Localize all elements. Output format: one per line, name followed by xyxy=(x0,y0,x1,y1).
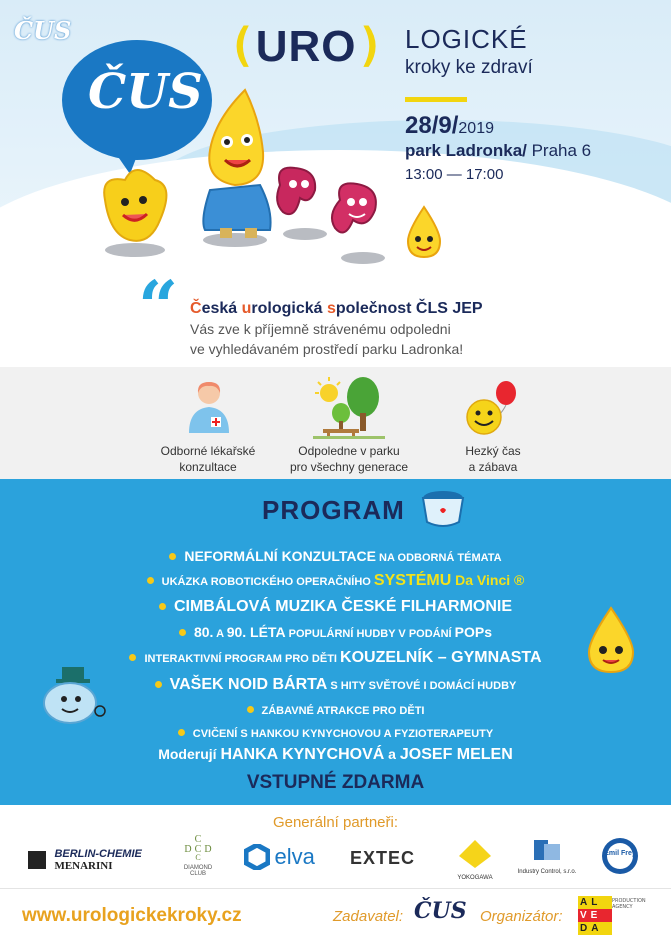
moderator-2: JOSEF MELEN xyxy=(399,746,513,763)
bladder-character-icon xyxy=(40,665,110,725)
feature-fun xyxy=(418,443,568,475)
program-free-entry xyxy=(0,772,671,794)
item-4-c: 90. LÉTA xyxy=(226,624,286,640)
heading-letter-c: Č xyxy=(190,300,202,317)
berlin-chemie-text: BERLIN-CHEMIE xyxy=(54,848,142,860)
heading-letter-s: s xyxy=(326,300,336,317)
heading-part-3: polečnost ČLS JEP xyxy=(335,300,483,317)
diamond-text: DIAMOND xyxy=(183,865,213,871)
item-4-b: A xyxy=(213,628,227,640)
bullet-dot xyxy=(147,577,154,584)
item-4-d: POPULÁRNÍ HUDBY V PODÁNÍ xyxy=(285,628,455,640)
berlin-chemie-mark-icon xyxy=(28,851,46,869)
item-6-a: VAŠEK NOID BÁRTA xyxy=(169,676,328,693)
partners-title: Generální partneři: xyxy=(272,814,399,831)
bullet-dot xyxy=(155,681,162,688)
extec-logo: EXTEC xyxy=(350,848,416,868)
industry-control-text: Industry Control, s.r.o. xyxy=(517,869,577,875)
industry-control-logo xyxy=(512,836,582,875)
industry-control-mark-icon xyxy=(530,836,564,864)
bullet-dot xyxy=(178,729,185,736)
organizator-label: Organizátor: xyxy=(480,908,563,925)
elva-logo xyxy=(244,844,315,870)
emil-frey-logo xyxy=(600,836,640,881)
program-title: PROGRAM xyxy=(262,495,405,525)
mascot-characters-icon xyxy=(95,80,425,270)
small-drop-character-icon xyxy=(404,205,444,260)
feature-park-l2: pro všechny generace xyxy=(289,460,409,474)
heading-part-1: eská xyxy=(201,300,242,317)
cup-character-icon xyxy=(418,488,468,528)
svg-text:C: C xyxy=(195,853,201,860)
title-logicke: LOGICKÉ xyxy=(405,24,528,54)
svg-text:D: D xyxy=(184,844,192,855)
park-icon xyxy=(313,375,385,439)
intro-line-1: Vás zve k příjemně strávenému odpoledni xyxy=(190,321,451,337)
intro-text xyxy=(190,300,483,358)
bullet-dot xyxy=(179,629,186,636)
event-title xyxy=(228,18,384,72)
emil-frey-text: Emil Frey xyxy=(604,850,636,857)
title-uro: URO xyxy=(255,22,357,71)
alveda-logo xyxy=(578,896,612,935)
item-3-a: CIMBÁLOVÁ MUZIKA ČESKÉ FILHARMONIE xyxy=(173,598,513,615)
item-2-b: SYSTÉMU xyxy=(373,572,452,589)
elva-text: elva xyxy=(274,844,315,869)
item-4-a: 80. xyxy=(193,624,214,640)
yokogawa-mark-icon xyxy=(457,838,493,870)
free-entry-text: VSTUPNÉ ZDARMA xyxy=(246,772,425,793)
item-2-c: Da Vinci ® xyxy=(451,572,525,588)
program-moderators xyxy=(0,746,671,764)
alveda-row-3: DA xyxy=(578,922,612,935)
bullet-dot xyxy=(159,603,166,610)
alveda-row-1: AL xyxy=(578,896,612,909)
footer-divider xyxy=(0,888,671,889)
program-item-8 xyxy=(0,724,671,742)
feature-fun-l1: Hezký čas xyxy=(465,444,521,458)
menarini-text: MENARINI xyxy=(54,860,113,872)
berlin-chemie-logo xyxy=(28,848,142,872)
program-item-3 xyxy=(0,598,671,616)
bracket-close: ) xyxy=(356,18,385,72)
zadavatel-label: Zadavatel: xyxy=(333,908,404,925)
alveda-caption: PRODUCTION AGENCY xyxy=(612,898,646,910)
feature-consultation-l2: konzultace xyxy=(179,460,237,474)
item-8-a: CVIČENÍ S HANKOU KYNYCHOVOU A FYZIOTERAPEUTY xyxy=(192,728,494,740)
smiley-balloon-icon xyxy=(460,377,524,437)
event-place xyxy=(405,141,591,161)
quote-mark: “ xyxy=(138,265,179,348)
feature-consultation-l1: Odborné lékařské xyxy=(160,444,256,458)
program-item-2 xyxy=(0,572,671,590)
intro-line-2: ve vyhledávaném prostředí parku Ladronka! xyxy=(190,341,464,357)
elva-mark-icon xyxy=(244,844,270,870)
yokogawa-logo xyxy=(452,838,498,881)
event-subtitle xyxy=(405,24,533,79)
feature-park-l1: Odpoledne v parku xyxy=(298,444,400,458)
intro-heading xyxy=(190,300,483,318)
svg-text:C: C xyxy=(194,844,202,855)
website-link[interactable]: www.urologickekroky.cz xyxy=(22,905,242,926)
cus-logo-small: ČUS xyxy=(14,16,72,45)
drop-character-right-icon xyxy=(585,606,637,676)
moderuji-label: Moderují xyxy=(158,746,221,762)
svg-text:D: D xyxy=(204,844,212,855)
bracket-open: ( xyxy=(228,18,256,72)
diamond-club-mark-icon xyxy=(183,832,213,860)
event-time: 13:00 — 17:00 xyxy=(405,166,504,183)
heading-part-2: rologická xyxy=(251,300,327,317)
item-1-b: NA ODBORNÁ TÉMATA xyxy=(375,552,502,564)
item-2-a: UKÁZKA ROBOTICKÉHO OPERAČNÍHO xyxy=(161,576,374,588)
club-text: CLUB xyxy=(189,871,206,877)
feature-park xyxy=(274,443,424,475)
date-day: 28/9/ xyxy=(405,112,459,139)
item-7-a: ZÁBAVNÉ ATRAKCE PRO DĚTI xyxy=(261,705,425,717)
diamond-club-logo xyxy=(178,832,218,877)
heading-letter-u: u xyxy=(241,300,252,317)
alveda-row-2: VE xyxy=(578,909,612,922)
item-5-b: KOUZELNÍK – GYMNASTA xyxy=(340,649,542,666)
program-item-4 xyxy=(0,624,671,642)
zadavatel-logo: ČUS xyxy=(414,898,467,924)
item-5-a: INTERAKTIVNÍ PROGRAM PRO DĚTI xyxy=(144,653,341,665)
place-city: Praha 6 xyxy=(526,141,592,160)
place-park: park Ladronka/ xyxy=(405,141,527,160)
svg-text:C: C xyxy=(194,834,202,845)
bullet-dot xyxy=(169,553,176,560)
yokogawa-text: YOKOGAWA xyxy=(457,875,493,881)
moderator-1: HANKA KYNYCHOVÁ xyxy=(220,746,385,763)
speech-bubble-logo: ČUS xyxy=(88,64,203,120)
item-4-e: POPs xyxy=(454,624,493,640)
date-year: 2019 xyxy=(458,120,494,137)
feature-fun-l2: a zábava xyxy=(468,460,518,474)
moderators-and: a xyxy=(384,746,400,762)
bullet-dot xyxy=(129,654,136,661)
bullet-dot xyxy=(247,706,254,713)
doctor-icon xyxy=(185,379,233,435)
feature-consultation xyxy=(133,443,283,475)
item-6-b: S HITY SVĚTOVÉ I DOMÁCÍ HUDBY xyxy=(327,680,517,692)
features-band xyxy=(0,367,671,479)
program-item-1 xyxy=(0,548,671,566)
title-kroky: kroky ke zdraví xyxy=(405,57,533,78)
item-1-a: NEFORMÁLNÍ KONZULTACE xyxy=(184,548,376,564)
